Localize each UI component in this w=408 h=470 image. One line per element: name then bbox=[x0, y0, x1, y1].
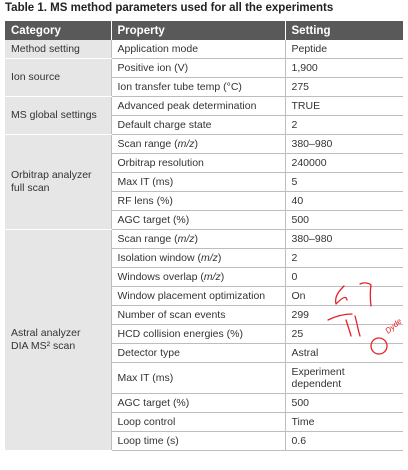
property-cell: Loop time (s) bbox=[111, 432, 285, 451]
setting-cell: 380–980 bbox=[285, 230, 403, 249]
table-row bbox=[5, 59, 403, 78]
table-row bbox=[5, 40, 403, 59]
category-orbitrap-full-scan bbox=[5, 135, 111, 230]
property-cell: Ion transfer tube temp (°C) bbox=[111, 78, 285, 97]
category-line: full scan bbox=[11, 182, 50, 194]
property-text: ) bbox=[194, 233, 199, 245]
table-row bbox=[5, 97, 403, 116]
setting-cell: 25 bbox=[285, 325, 403, 344]
category-astral-dia-scan bbox=[5, 230, 111, 451]
setting-cell: 1,900 bbox=[285, 59, 403, 78]
setting-cell: 500 bbox=[285, 211, 403, 230]
annotation-stroke bbox=[355, 316, 360, 336]
property-cell: Window placement optimization bbox=[111, 287, 285, 306]
setting-cell: 299 bbox=[285, 306, 403, 325]
setting-cell bbox=[285, 363, 403, 394]
property-cell bbox=[111, 135, 285, 154]
setting-cell: 275 bbox=[285, 78, 403, 97]
setting-cell: 240000 bbox=[285, 154, 403, 173]
table-caption: Table 1. MS method parameters used for all the experiments bbox=[5, 2, 334, 14]
property-cell: Application mode bbox=[111, 40, 285, 59]
setting-cell: 500 bbox=[285, 394, 403, 413]
table-row bbox=[5, 230, 403, 249]
property-cell: AGC target (%) bbox=[111, 394, 285, 413]
category-ms-global-settings: MS global settings bbox=[5, 97, 111, 135]
table-header-row bbox=[5, 21, 403, 40]
handwritten-annotation bbox=[300, 276, 408, 366]
setting-line: dependent bbox=[291, 378, 342, 390]
property-cell: Positive ion (V) bbox=[111, 59, 285, 78]
property-cell bbox=[111, 249, 285, 268]
property-text: ) bbox=[220, 271, 225, 283]
property-cell: Default charge state bbox=[111, 116, 285, 135]
setting-cell: TRUE bbox=[285, 97, 403, 116]
property-cell: AGC target (%) bbox=[111, 211, 285, 230]
annotation-stroke bbox=[360, 283, 371, 306]
property-text: Scan range ( bbox=[117, 233, 178, 245]
header-category: Category bbox=[5, 21, 111, 40]
property-cell: Max IT (ms) bbox=[111, 173, 285, 192]
setting-cell: 40 bbox=[285, 192, 403, 211]
property-cell bbox=[111, 230, 285, 249]
setting-line: Experiment bbox=[291, 366, 345, 378]
annotation-stroke bbox=[328, 314, 352, 320]
annotation-text: Dyde bbox=[383, 316, 404, 336]
property-cell: Advanced peak determination bbox=[111, 97, 285, 116]
annotation-circle bbox=[371, 338, 387, 354]
category-line: DIA MS² scan bbox=[11, 340, 76, 352]
setting-cell: Astral bbox=[285, 344, 403, 363]
setting-cell: On bbox=[285, 287, 403, 306]
property-cell: HCD collision energies (%) bbox=[111, 325, 285, 344]
setting-cell: 0 bbox=[285, 268, 403, 287]
setting-cell: Time bbox=[285, 413, 403, 432]
annotation-stroke bbox=[346, 320, 351, 336]
property-cell: Max IT (ms) bbox=[111, 363, 285, 394]
category-line: Astral analyzer bbox=[11, 327, 81, 339]
annotation-strokes bbox=[328, 283, 387, 354]
property-unit: m/z bbox=[177, 233, 195, 245]
header-setting: Setting bbox=[285, 21, 403, 40]
property-cell: Detector type bbox=[111, 344, 285, 363]
category-line: Orbitrap analyzer bbox=[11, 169, 92, 181]
property-text: Scan range ( bbox=[117, 138, 178, 150]
property-cell: RF lens (%) bbox=[111, 192, 285, 211]
property-text: Isolation window ( bbox=[117, 252, 201, 264]
property-text: Windows overlap ( bbox=[117, 271, 204, 283]
annotation-stroke bbox=[336, 286, 347, 304]
setting-cell: 5 bbox=[285, 173, 403, 192]
property-cell: Loop control bbox=[111, 413, 285, 432]
property-text: ) bbox=[194, 138, 199, 150]
setting-cell: 380–980 bbox=[285, 135, 403, 154]
setting-cell: 0.6 bbox=[285, 432, 403, 451]
category-method-setting: Method setting bbox=[5, 40, 111, 59]
ms-parameters-table bbox=[5, 21, 403, 451]
table-row bbox=[5, 135, 403, 154]
category-ion-source: Ion source bbox=[5, 59, 111, 97]
property-cell bbox=[111, 268, 285, 287]
property-unit: m/z bbox=[200, 252, 218, 264]
property-cell: Orbitrap resolution bbox=[111, 154, 285, 173]
header-property: Property bbox=[111, 21, 285, 40]
setting-cell: 2 bbox=[285, 116, 403, 135]
property-unit: m/z bbox=[177, 138, 195, 150]
property-unit: m/z bbox=[203, 271, 221, 283]
setting-cell: Peptide bbox=[285, 40, 403, 59]
setting-cell: 2 bbox=[285, 249, 403, 268]
property-cell: Number of scan events bbox=[111, 306, 285, 325]
property-text: ) bbox=[217, 252, 222, 264]
